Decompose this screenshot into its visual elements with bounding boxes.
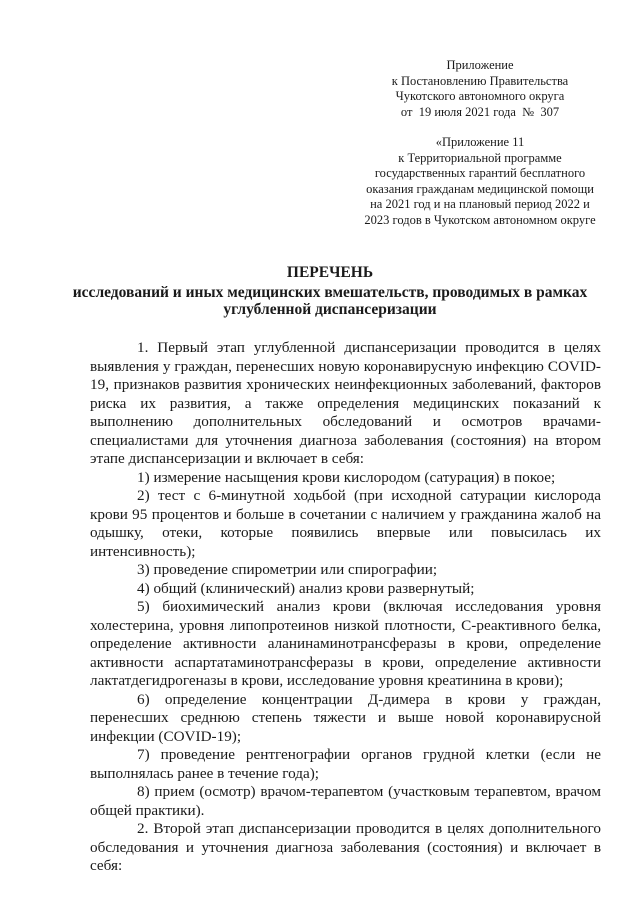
annex-line: к Постановлению Правительства xyxy=(391,73,569,88)
list-item: 7) проведение рентгенографии органов грудной клетки (если не выполнялась ранее в течение года); xyxy=(90,746,601,782)
list-item: 3) проведение спирометрии или спирографии; xyxy=(137,561,438,578)
list-item: 5) биохимический анализ крови (включая исследования уровня холестерина, уровня липопротеинов низкой плотности, С-реактивного белка, определение активности аланинаминотрансферазы в крови, определение активности аспартатаминотрансферазы в крови, определение активности лактатдегидрогеназы в крови, исследование уровня креатинина в крови); xyxy=(90,598,601,689)
program-annex-line: оказания гражданам медицинской помощи xyxy=(366,181,594,196)
paragraph-second-stage: 2. Второй этап диспансеризации проводится в целях дополнительного обследования и уточнения диагноза заболевания (состояния) и включает в себя: xyxy=(90,820,601,874)
program-annex-header xyxy=(330,135,630,228)
page-title: ПЕРЕЧЕНЬ xyxy=(286,264,374,281)
paragraph-first-stage: 1. Первый этап углубленной диспансеризации проводится в целях выявления у граждан, перенесших новую коронавирусную инфекцию COVID-19, признаков развития хронических неинфекционных заболеваний, факторов риска их развития, а также определения медицинских показаний к выполнению дополнительных обследований и осмотров врачами-специалистами для уточнения диагноза заболевания (состояния) на втором этапе диспансеризации и включает в себя: xyxy=(90,339,601,467)
document-body xyxy=(90,339,601,876)
list-item: 2) тест с 6-минутной ходьбой (при исходной сатурации кислорода крови 95 процентов и больше в сочетании с наличием у гражданина жалоб на одышку, отеки, которые появились впервые или повысилась их интенсивность); xyxy=(90,487,601,560)
annex-date-number: от 19 июля 2021 года № 307 xyxy=(400,104,560,119)
title-subtitle-line: углубленной диспансеризации xyxy=(223,301,437,318)
list-item: 8) прием (осмотр) врачом-терапевтом (участковым терапевтом, врачом общей практики). xyxy=(90,783,601,819)
list-item: 6) определение концентрации Д-димера в крови у граждан, перенесших среднюю степень тяжести и выше новой коронавирусной инфекции (COVID-19); xyxy=(90,690,601,745)
annex-line: Приложение xyxy=(446,58,514,72)
program-annex-line: «Приложение 11 xyxy=(435,135,525,149)
annex-header xyxy=(330,58,630,120)
list-item: 1) измерение насыщения крови кислородом (сатурация) в покое; xyxy=(137,468,556,486)
program-annex-line: к Территориальной программе xyxy=(398,150,562,165)
program-annex-line: 2023 годов в Чукотском автономном округе xyxy=(364,212,596,227)
program-annex-line: государственных гарантий бесплатного xyxy=(374,166,586,180)
annex-line: Чукотского автономного округа xyxy=(395,89,565,103)
program-annex-line: на 2021 год и на плановый период 2022 и xyxy=(370,197,590,211)
document-title xyxy=(60,264,600,319)
list-item: 4) общий (клинический) анализ крови развернутый; xyxy=(137,579,475,597)
title-subtitle-line: исследований и иных медицинских вмешательств, проводимых в рамках xyxy=(72,283,588,301)
